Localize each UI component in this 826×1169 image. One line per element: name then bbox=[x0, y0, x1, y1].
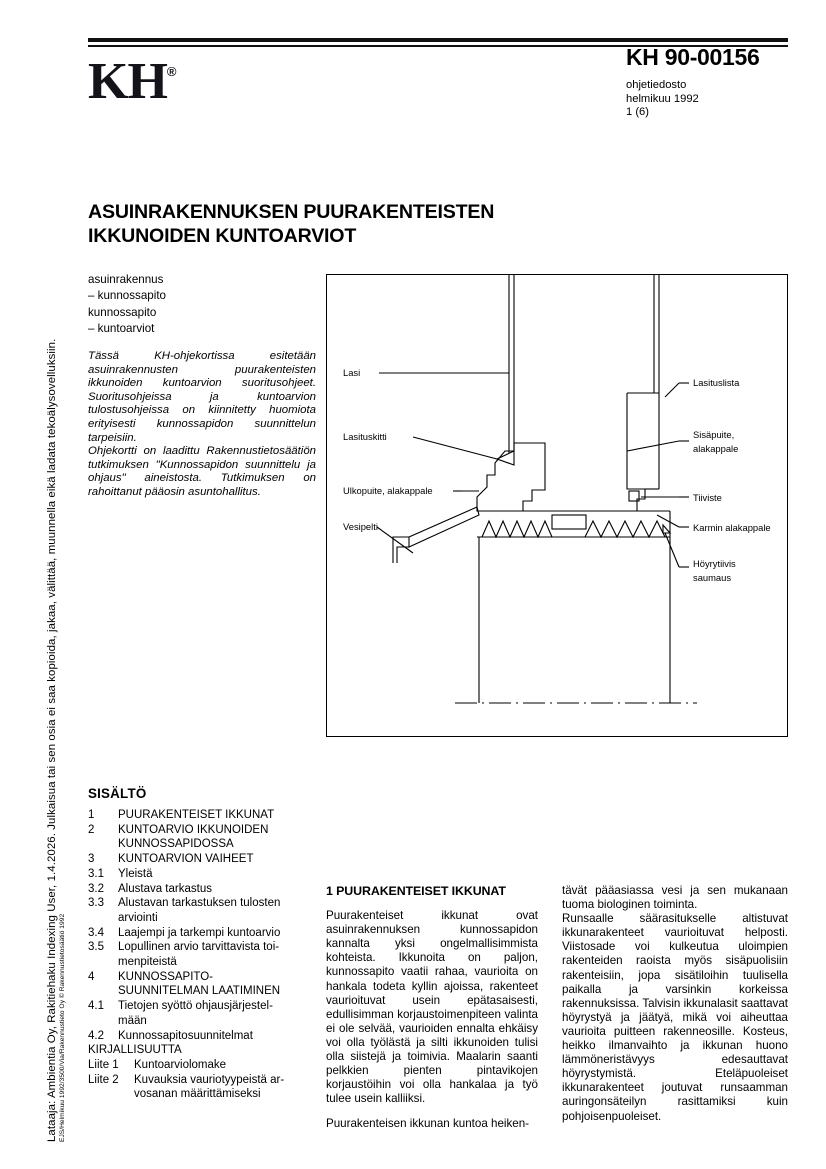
page-number: 1 (6) bbox=[626, 106, 650, 119]
page-title bbox=[88, 200, 548, 248]
document-date: helmikuu 1992 bbox=[626, 92, 699, 105]
body-paragraph: tävät pääasiassa vesi ja sen mukanaan tuoma biologinen toiminta. bbox=[562, 884, 788, 912]
body-paragraph: Puurakenteisen ikkunan kuntoa heiken- bbox=[326, 1117, 530, 1131]
registered-trademark-icon: ® bbox=[166, 64, 177, 79]
toc-item-label: Lopullinen arvio tarvittavista toi- bbox=[118, 941, 280, 954]
toc-item-number: 3.4 bbox=[88, 926, 104, 939]
toc-item-label: Alustava tarkastus bbox=[118, 882, 212, 895]
figure-label-vesipelti: Vesipelti bbox=[343, 521, 378, 532]
figure-label-saumaus: saumaus bbox=[693, 572, 732, 583]
toc-item-label: arviointi bbox=[118, 911, 158, 924]
toc-item-cont bbox=[88, 911, 323, 926]
body-paragraph: Puurakenteiset ikkunat ovat asuinrakennuksen kunnossapidon kannalta yksi ongelmallisimmista kohteista. Ikkunoita on paljon, kunnossapito vaatii rahaa, vaurioita on hankala todeta kyllin ajoissa, rakenteet vaurioituvat usein epätasaisesti, edullisimman korjaustoimenpiteen valinta ei ole selvää, vaurioiden ennalta ehkäisy voi olla työlästä ja silti ikkunoiden tulisi olla siistejä ja toimivia. Maalarin saanti pelkkien pienten pintavikojen korjaustöihin voi olla hankalaa ja työ tulee usein kalliiksi. bbox=[326, 909, 538, 1106]
toc-item-number bbox=[88, 1087, 134, 1102]
toc-item-label: menpiteistä bbox=[118, 956, 177, 969]
document-code: KH 90-00156 bbox=[626, 44, 760, 70]
document-type: ohjetiedosto bbox=[626, 79, 687, 91]
toc-item-label: Kuvauksia vauriotyypeistä ar- bbox=[134, 1073, 285, 1086]
toc-item-number: Liite 2 bbox=[88, 1073, 119, 1086]
watermark-text: Lataaja: Ambientia Oy, Rakitiehaku Indexing User, 1.4.2026. Julkaisua tai sen osia ei saa kopioida, jakaa, välittää, muunnella eikä ladata tekoälysovelluksiin. bbox=[46, 338, 58, 1142]
toc-item[interactable] bbox=[88, 926, 323, 941]
abstract-block bbox=[88, 350, 316, 500]
table-of-contents bbox=[88, 786, 323, 1102]
figure-label-lasituslista: Lasituslista bbox=[693, 377, 740, 388]
toc-item-label: vosanan määrittämiseksi bbox=[134, 1088, 261, 1101]
toc-heading: SISÄLTÖ bbox=[88, 786, 147, 801]
header-rule-thick bbox=[88, 38, 788, 42]
toc-item-number: 4.2 bbox=[88, 1029, 104, 1042]
page-title-line1: ASUINRAKENNUKSEN PUURAKENTEISTEN bbox=[88, 201, 495, 223]
toc-item-number: 4 bbox=[88, 970, 95, 983]
toc-item-cont bbox=[88, 837, 323, 852]
keyword-item: kunnossapito bbox=[88, 305, 157, 319]
toc-item-label: Kunnossapitosuunnitelmat bbox=[118, 1029, 253, 1042]
figure-label-sisapuite: Sisäpuite, bbox=[693, 429, 735, 440]
toc-item-number: 3.5 bbox=[88, 941, 104, 954]
copyright-text: EJS/Helmikuu 1992/3500/Via/Rakennustieto Oy © Rakennustietosäätiö 1992 bbox=[59, 913, 66, 1142]
toc-item-number bbox=[88, 837, 118, 852]
paragraph-gap bbox=[326, 1106, 538, 1117]
keyword-list bbox=[88, 272, 318, 338]
figure-label-lasituskitti: Lasituskitti bbox=[343, 431, 387, 442]
toc-item[interactable] bbox=[88, 896, 323, 911]
toc-item-label: Tietojen syöttö ohjausjärjestel- bbox=[118, 1000, 273, 1013]
kh-logo-text: KH bbox=[88, 53, 167, 110]
toc-item-label: Alustavan tarkastuksen tulosten bbox=[118, 897, 281, 910]
toc-item[interactable] bbox=[88, 1029, 323, 1044]
toc-item[interactable] bbox=[88, 823, 323, 838]
toc-item-number bbox=[88, 955, 118, 970]
toc-item[interactable] bbox=[88, 852, 323, 867]
toc-item-kirjallisuutta[interactable] bbox=[88, 1043, 323, 1058]
figure-label-hoyrytiivis: Höyrytiivis bbox=[693, 558, 736, 569]
toc-item-number: 4.1 bbox=[88, 1000, 104, 1013]
toc-item-number: 3.2 bbox=[88, 882, 104, 895]
toc-item-label: Laajempi ja tarkempi kuntoarvio bbox=[118, 926, 281, 939]
toc-item-number: 3.3 bbox=[88, 897, 104, 910]
toc-item-label: Yleistä bbox=[118, 867, 153, 880]
keyword-item: – kunnossapito bbox=[88, 289, 166, 303]
toc-item-label: PUURAKENTEISET IKKUNAT bbox=[118, 809, 275, 821]
toc-item-label: KIRJALLISUUTTA bbox=[88, 1044, 182, 1057]
left-margin-watermark bbox=[0, 0, 66, 1169]
toc-item-number bbox=[88, 1014, 118, 1029]
toc-item[interactable] bbox=[88, 970, 323, 985]
figure-label-sisapuite-alakappale: alakappale bbox=[693, 443, 739, 454]
figure-label-karmin-alakappale: Karmin alakappale bbox=[693, 522, 771, 533]
abstract-paragraph-2: Ohjekortti on laadittu Rakennustietosäätiön tutkimuksen "Kunnossapidon suunnittelu ja ohjaus" aineistosta. Tutkimuksen on rahoittanut pääosin asuntohallitus. bbox=[88, 445, 316, 498]
toc-item-liite-1[interactable] bbox=[88, 1058, 323, 1073]
window-sill-cross-section-figure bbox=[326, 274, 788, 737]
toc-item-number: 2 bbox=[88, 823, 95, 836]
toc-item-number bbox=[88, 911, 118, 926]
keyword-item: asuinrakennus bbox=[88, 273, 164, 286]
toc-item-label: Kuntoarviolomake bbox=[134, 1058, 227, 1071]
toc-item-cont bbox=[88, 1087, 323, 1102]
toc-item-label: KUNNOSSAPITO- bbox=[118, 970, 213, 983]
toc-item[interactable] bbox=[88, 999, 323, 1014]
toc-item-label: mään bbox=[118, 1014, 147, 1027]
toc-item[interactable] bbox=[88, 867, 323, 882]
toc-item-cont bbox=[88, 955, 323, 970]
toc-item-label: KUNTOARVIO IKKUNOIDEN bbox=[118, 823, 269, 836]
toc-item-label: KUNTOARVION VAIHEET bbox=[118, 853, 254, 866]
toc-item-number: 3 bbox=[88, 853, 95, 866]
document-meta bbox=[626, 79, 699, 120]
toc-item-number: Liite 1 bbox=[88, 1058, 119, 1071]
toc-item-liite-2[interactable] bbox=[88, 1073, 323, 1088]
figure-label-ulkopuite-alakappale: Ulkopuite, alakappale bbox=[343, 485, 433, 496]
body-column-middle bbox=[326, 884, 538, 1132]
toc-item-cont bbox=[88, 1014, 323, 1029]
toc-item[interactable] bbox=[88, 882, 323, 897]
body-column-right bbox=[562, 884, 788, 1124]
body-paragraph: Runsaalle säärasitukselle altistuvat ikkunarakenteet vaurioituvat helposti. Viistosade voi kulkeutua uloimpien rakenteiden raoista myös sisäpuolisiin rakenteisiin, jopa sisätiloihin tuulisella paikalla ja varsinkin korkeissa rakennuksissa. Talvisin ikkunalasit saattavat höyrystyä ja jäätyä, mikä voi aiheuttaa vaurioita puitteen rakenneosille. Kosteus, heikko ilmanvaihto ja ikkunan huono lämmöneristävyys edesauttavat höyrystymistä. Eteläpuoleiset ikkunarakenteet joutuvat runsaamman auringonsäteilyn rasittamiksi kuin pohjoisenpuoleiset. bbox=[562, 912, 788, 1123]
abstract-paragraph-1: Tässä KH-ohjekortissa esitetään asuinrakennusten puurakenteisten ikkunoiden kuntoarvion suoritusohjeet. Suoritusohjeissa ja kuntoarvion tulostusohjeissa on kiinnitetty huomiota erityisesti kunnossapidon suunnittelun tarpeisiin. bbox=[88, 350, 316, 444]
toc-item-number: 3.1 bbox=[88, 867, 104, 880]
keyword-item: – kuntoarviot bbox=[88, 322, 155, 336]
toc-item-label: SUUNNITELMAN LAATIMINEN bbox=[118, 985, 281, 998]
page-title-line2: IKKUNOIDEN KUNTOARVIOT bbox=[88, 225, 357, 247]
cross-section-drawing bbox=[327, 275, 787, 736]
section-heading: 1 PUURAKENTEISET IKKUNAT bbox=[326, 884, 506, 898]
toc-item-number bbox=[88, 984, 118, 999]
figure-label-tiiviste: Tiiviste bbox=[693, 492, 722, 503]
toc-item[interactable] bbox=[88, 808, 323, 823]
toc-item-number: 1 bbox=[88, 809, 95, 821]
toc-item-cont bbox=[88, 984, 323, 999]
kh-logo bbox=[88, 46, 177, 108]
toc-item[interactable] bbox=[88, 940, 323, 955]
toc-item-label: KUNNOSSAPIDOSSA bbox=[118, 838, 234, 851]
figure-label-lasi: Lasi bbox=[343, 367, 361, 378]
